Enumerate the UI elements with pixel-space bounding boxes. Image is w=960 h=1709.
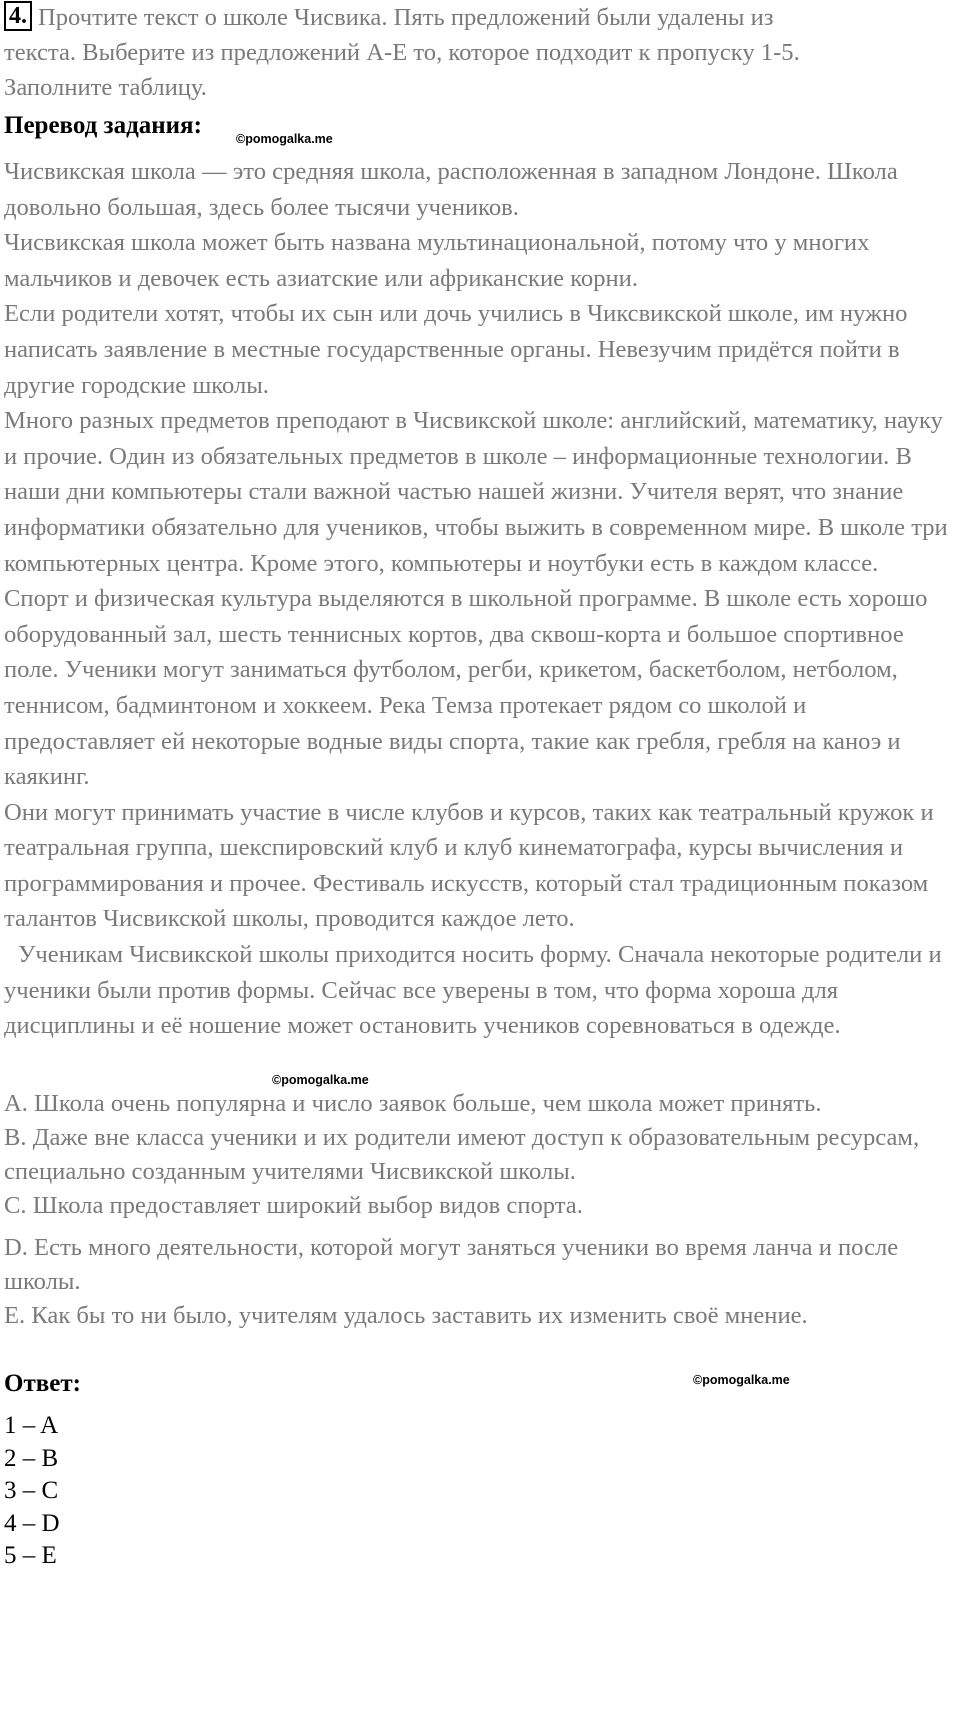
option-b: B. Даже вне класса ученики и их родители имеют доступ к образовательным ресурсам, специально созданным учителями Чисвикской школы. xyxy=(4,1124,920,1185)
paragraph: Чисвикская школа может быть названа мультинациональной, потому что у многих мальчиков и девочек есть азиатские или африканские корни. xyxy=(4,229,870,292)
task-line: 4. Прочтите текст о школе Чисвика. Пять предложений были удалены из xyxy=(4,0,954,35)
paragraph: Ученикам Чисвикской школы приходится носить форму. Сначала некоторые родители и ученики были против формы. Сейчас все уверены в том, что форма хороша для дисциплины и её ношение может остановить учеников соревноваться в одежде. xyxy=(4,941,942,1040)
answer-item: 3 – C xyxy=(4,1477,59,1504)
translated-text xyxy=(4,154,954,1044)
answer-item: 5 – E xyxy=(4,1542,57,1569)
task-line: текста. Выберите из предложений А-Е то, которое подходит к пропуску 1-5. xyxy=(4,39,800,66)
answer-item: 2 – B xyxy=(4,1444,59,1472)
task-line: Заполните таблицу. xyxy=(4,74,207,101)
option-c: C. Школа предоставляет широкий выбор видов спорта. xyxy=(4,1192,583,1219)
paragraph: Если родители хотят, чтобы их сын или дочь учились в Чиксвикской школе, им нужно написать заявление в местные государственные органы. Невезучим придётся пойти в другие городские школы. xyxy=(4,300,908,399)
paragraph: Они могут принимать участие в числе клубов и курсов, таких как театральный кружок и театральная группа, шекспировский клуб и клуб кинематографа, курсы вычисления и программирования и прочее. Фестиваль искусств, который стал традиционным показом талантов Чисвикской школы, проводится каждое лето. xyxy=(4,798,934,933)
translation-heading: Перевод задания: xyxy=(4,112,202,139)
task-statement xyxy=(4,0,954,105)
option-a: A. Школа очень популярна и число заявок больше, чем школа может принять. xyxy=(4,1090,822,1117)
paragraph: Чисвикская школа — это средняя школа, расположенная в западном Лондоне. Школа довольно большая, здесь более тысячи учеников. xyxy=(4,158,898,221)
option-e: E. Как бы то ни было, учителям удалось заставить их изменить своё мнение. xyxy=(4,1302,808,1329)
watermark: ©pomogalka.me xyxy=(693,1373,790,1387)
answer-item: 4 – D xyxy=(4,1509,60,1537)
answer-heading: Ответ: xyxy=(4,1370,81,1397)
watermark: ©pomogalka.me xyxy=(272,1073,369,1087)
option-d: D. Есть много деятельности, которой могут заняться ученики во время ланча и после школы. xyxy=(4,1234,899,1295)
paragraph: Много разных предметов преподают в Чисвикской школе: английский, математику, науку и прочие. Один из обязательных предметов в школе – информационные технологии. В наши дни компьютеры стали важной частью нашей жизни. Учителя верят, что знание информатики обязательно для учеников, чтобы выжить в современном мире. В школе три компьютерных центра. Кроме этого, компьютеры и ноутбуки есть в каждом классе. xyxy=(4,407,948,577)
answer-item: 1 – A xyxy=(4,1412,59,1439)
task-number: 4. xyxy=(4,1,32,31)
answer-list xyxy=(4,1410,60,1573)
sentence-options xyxy=(4,1087,954,1333)
watermark: ©pomogalka.me xyxy=(236,132,333,146)
paragraph: Спорт и физическая культура выделяются в школьной программе. В школе есть хорошо оборудованный зал, шесть теннисных кортов, два сквош-корта и большое спортивное поле. Ученики могут заниматься футболом, регби, крикетом, баскетболом, нетболом, теннисом, бадминтоном и хоккеем. Река Темза протекает рядом со школой и предоставляет ей некоторые водные виды спорта, такие как гребля, гребля на каноэ и каякинг. xyxy=(4,585,928,791)
